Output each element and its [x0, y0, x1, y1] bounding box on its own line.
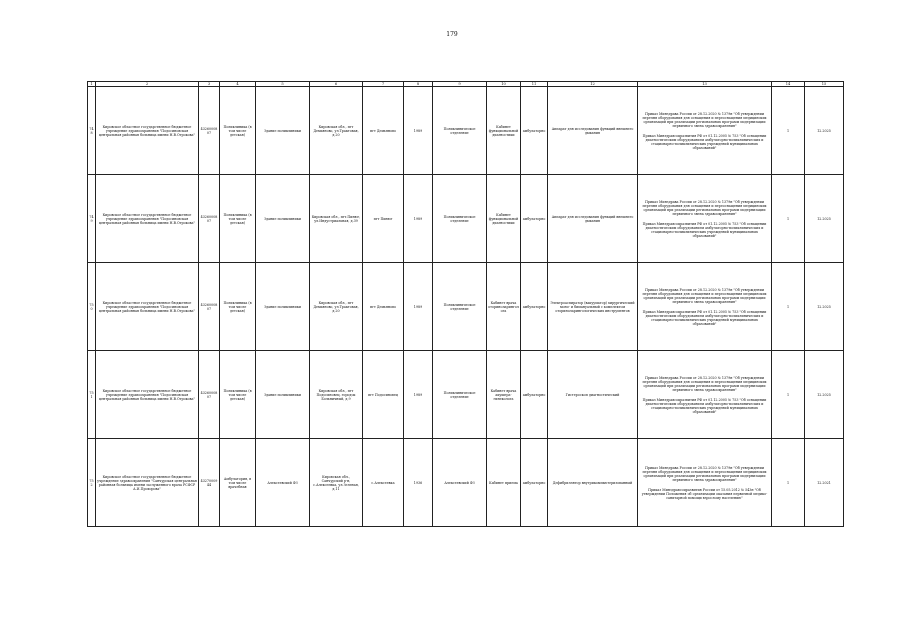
room: Кабинет приема	[487, 439, 521, 527]
inn: 4327000944	[199, 439, 220, 527]
room: Кабинет функциональной диагностики	[487, 175, 521, 263]
department: Поликлиническое отделение	[433, 351, 487, 439]
room: Кабинет функциональной диагностики	[487, 87, 521, 175]
regulatory-order-1: Приказ Минздрава России от 28.12.2020 № 1379н "Об утверждении перечня оборудования для оснащения и переоснащения медицинских организаций при реализации региональных программ модернизации первичного звена здравоохранения"	[642, 199, 767, 216]
table-row	[88, 351, 844, 439]
care-mode: амбулаторно	[521, 263, 548, 351]
unit-type: Поликлиника (в том числе детская)	[220, 175, 256, 263]
quantity: 1	[772, 439, 805, 527]
quantity: 1	[772, 87, 805, 175]
regulatory-order-2: Приказ Минздравсоцразвития РФ от 01.12.2005 № 753 "Об оснащении диагностическим оборудованием амбулаторно-поликлинических и стационарно-поликлинических учреждений муниципальных образований"	[642, 397, 767, 414]
equipment: Электроаспиратор (вакууматор) хирургический моно- и бимануальный с комплектом оториноларингологических инструментов	[548, 263, 638, 351]
year: 1989	[404, 351, 433, 439]
department: Поликлиническое отделение	[433, 175, 487, 263]
column-header: 3	[199, 82, 220, 87]
regulatory-order-1: Приказ Минздрава России от 28.12.2020 № 1379н "Об утверждении перечня оборудования для оснащения и переоснащения медицинских организаций при реализации региональных программ модернизации первичного звена здравоохранения"	[642, 375, 767, 392]
address: Кировская обл., пгт Демьяново, ул.Трактовая, д.20	[310, 263, 363, 351]
column-header: 10	[487, 82, 521, 87]
inn: 4326000807	[199, 351, 220, 439]
quantity: 1	[772, 351, 805, 439]
building: Алексеевский ФЗ	[256, 439, 310, 527]
room: Кабинет врача акушера-гинеколога	[487, 351, 521, 439]
department: Алексеевский ФЗ	[433, 439, 487, 527]
table-row	[88, 87, 844, 175]
page-number: 179	[446, 31, 458, 38]
building: Здание поликлиники	[256, 351, 310, 439]
organization-name: Кировское областное государственное бюджетное учреждение здравоохранения "Подосиновская центральная районная больница имени Н.В.Отрокова"	[96, 87, 199, 175]
column-header: 13	[638, 82, 772, 87]
address: Кировская обл., пгт.Пинюг, ул.Индустриальная, д.39	[310, 175, 363, 263]
deadline: 12.2025	[805, 351, 844, 439]
column-header: 11	[521, 82, 548, 87]
equipment: Аппарат для исследования функций внешнего дыхания	[548, 175, 638, 263]
building: Здание поликлиники	[256, 263, 310, 351]
equipment: Аппарат для исследования функций внешнего дыхания	[548, 87, 638, 175]
row-number: 749	[88, 175, 96, 263]
locality: пгт Демьяново	[363, 87, 404, 175]
deadline: 12.2025	[805, 263, 844, 351]
locality: с.Алексеевка	[363, 439, 404, 527]
care-mode: амбулаторно	[521, 87, 548, 175]
table-row	[88, 263, 844, 351]
inn: 4326000807	[199, 175, 220, 263]
column-header: 7	[363, 82, 404, 87]
equipment: Гистероскоп диагностический	[548, 351, 638, 439]
address: Кировская обл., пгт Подосиновец, городок Больничный, д.9	[310, 351, 363, 439]
equipment: Дефибриллятор внутрикомпьютеризованный	[548, 439, 638, 527]
quantity: 1	[772, 175, 805, 263]
column-header: 5	[256, 82, 310, 87]
column-header: 12	[548, 82, 638, 87]
column-header: 15	[805, 82, 844, 87]
address: Кировская обл., Санчурский р-н, с.Алексеевка, ул.Зеленая, д.11	[310, 439, 363, 527]
regulatory-order-2: Приказ Минздравсоцразвития России от 15.05.2012 № 543н "Об утверждении Положения об организации оказания первичной медико-санитарной помощи взрослому населению"	[641, 487, 768, 500]
unit-type: Поликлиника (в том числе детская)	[220, 87, 256, 175]
regulatory-order-2: Приказ Минздравсоцразвития РФ от 01.12.2005 № 753 "Об оснащении диагностическим оборудованием амбулаторно-поликлинических и стационарно-поликлинических учреждений муниципальных образований"	[642, 221, 767, 238]
organization-name: Кировское областное государственное бюджетное учреждение здравоохранения "Подосиновская центральная районная больница имени Н.В.Отрокова"	[96, 175, 199, 263]
column-header: 1	[88, 82, 96, 87]
building: Здание поликлиники	[256, 175, 310, 263]
row-number: 752	[88, 439, 96, 527]
inn: 4326000807	[199, 263, 220, 351]
regulatory-order-2: Приказ Минздравсоцразвития РФ от 01.12.2005 № 753 "Об оснащении диагностическим оборудованием амбулаторно-поликлинических и стационарно-поликлинических учреждений муниципальных образований"	[642, 133, 767, 150]
column-header: 9	[433, 82, 487, 87]
deadline: 12.2021	[805, 439, 844, 527]
deadline: 12.2025	[805, 175, 844, 263]
locality: пгт Подосиновец	[363, 351, 404, 439]
regulatory-basis	[638, 439, 772, 527]
table-row	[88, 175, 844, 263]
table-row	[88, 439, 844, 527]
year: 1989	[404, 87, 433, 175]
column-header: 6	[310, 82, 363, 87]
unit-type: Поликлиника (в том числе детская)	[220, 263, 256, 351]
organization-name: Кировское областное государственное бюджетное учреждение здравоохранения "Санчурская центральная районная больница имени заслуженного врача РСФСР А.И.Прохорова"	[96, 439, 199, 527]
care-mode: амбулаторно	[521, 439, 548, 527]
care-mode: амбулаторно	[521, 175, 548, 263]
regulatory-order-1: Приказ Минздрава России от 28.12.2020 № 1379н "Об утверждении перечня оборудования для оснащения и переоснащения медицинских организаций при реализации региональных программ модернизации первичного звена здравоохранения"	[642, 111, 767, 128]
equipment-register-table	[87, 81, 844, 527]
regulatory-order-1: Приказ Минздрава России от 28.12.2020 № 1379н "Об утверждении перечня оборудования для оснащения и переоснащения медицинских организаций при реализации региональных программ модернизации первичного звена здравоохранения"	[642, 287, 767, 304]
regulatory-order-1: Приказ Минздрава России от 28.12.2020 № 1379н "Об утверждении перечня оборудования для оснащения и переоснащения медицинских организаций при реализации региональных программ модернизации первичного звена здравоохранения"	[642, 465, 767, 482]
organization-name: Кировское областное государственное бюджетное учреждение здравоохранения "Подосиновская центральная районная больница имени Н.В.Отрокова"	[96, 351, 199, 439]
year: 1989	[404, 175, 433, 263]
regulatory-basis	[638, 175, 772, 263]
locality: пгт Демьяново	[363, 263, 404, 351]
building: Здание поликлиники	[256, 87, 310, 175]
inn: 4326000807	[199, 87, 220, 175]
unit-type: Амбулатория, в том числе врачебная	[220, 439, 256, 527]
department: Поликлиническое отделение	[433, 263, 487, 351]
regulatory-order-2: Приказ Минздравсоцразвития РФ от 01.12.2005 № 753 "Об оснащении диагностическим оборудованием амбулаторно-поликлинических и стационарно-поликлинических учреждений муниципальных образований"	[642, 309, 767, 326]
deadline: 12.2025	[805, 87, 844, 175]
locality: пгт Пинюг	[363, 175, 404, 263]
regulatory-basis	[638, 263, 772, 351]
department: Поликлиническое отделение	[433, 87, 487, 175]
column-header: 14	[772, 82, 805, 87]
year: 1936	[404, 439, 433, 527]
regulatory-basis	[638, 87, 772, 175]
room: Кабинет врача оториноларинголога	[487, 263, 521, 351]
year: 1989	[404, 263, 433, 351]
row-number: 750	[88, 263, 96, 351]
column-header: 4	[220, 82, 256, 87]
regulatory-basis	[638, 351, 772, 439]
address: Кировская обл., пгт Демьяново, ул.Трактовая, д.20	[310, 87, 363, 175]
row-number: 751	[88, 351, 96, 439]
column-header: 2	[96, 82, 199, 87]
organization-name: Кировское областное государственное бюджетное учреждение здравоохранения "Подосиновская центральная районная больница имени Н.В.Отрокова"	[96, 263, 199, 351]
care-mode: амбулаторно	[521, 351, 548, 439]
row-number: 748	[88, 87, 96, 175]
quantity: 1	[772, 263, 805, 351]
unit-type: Поликлиника (в том числе детская)	[220, 351, 256, 439]
column-header: 8	[404, 82, 433, 87]
